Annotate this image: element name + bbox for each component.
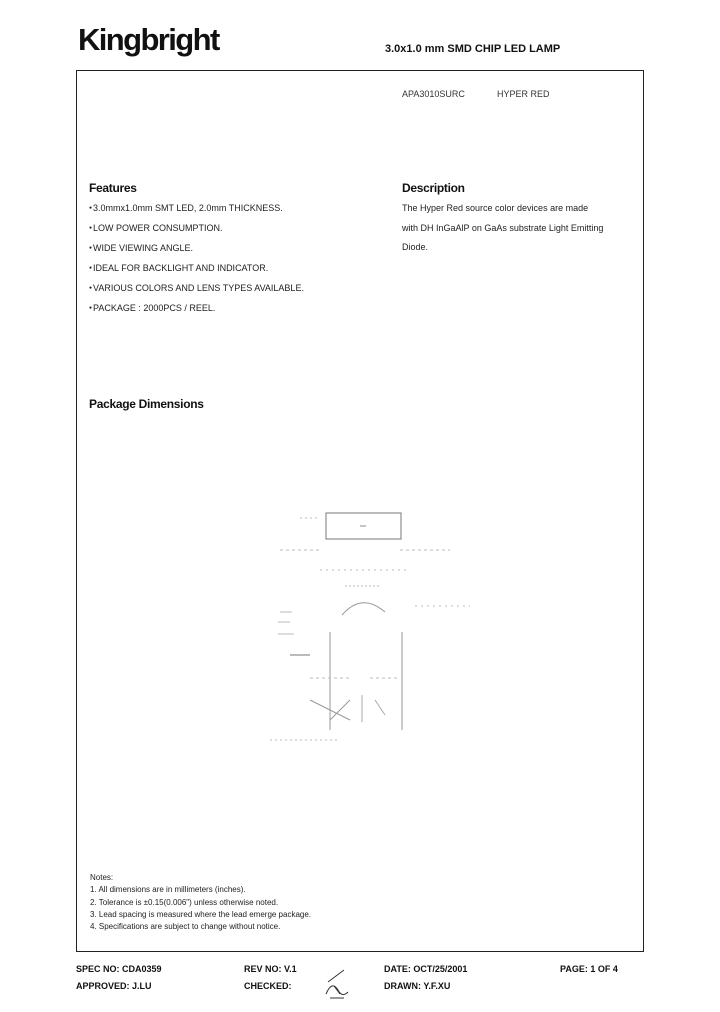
features-heading: Features: [89, 181, 137, 195]
description-heading: Description: [402, 181, 465, 195]
note-item: 3. Lead spacing is measured where the lead emerge package.: [90, 909, 312, 919]
feature-item: ● 3.0mmx1.0mm SMT LED, 2.0mm THICKNESS.: [89, 203, 304, 223]
package-dimensions-heading: Package Dimensions: [89, 397, 204, 411]
feature-item: ● LOW POWER CONSUMPTION.: [89, 223, 304, 243]
features-list: [89, 203, 304, 323]
checked-by: CHECKED:: [244, 981, 292, 991]
package-dimensions-drawing: [250, 500, 490, 760]
spec-number: SPEC NO: CDA0359: [76, 964, 162, 974]
document-title: 3.0x1.0 mm SMD CHIP LED LAMP: [385, 43, 561, 55]
part-number: APA3010SURC: [402, 89, 465, 99]
feature-item: ● IDEAL FOR BACKLIGHT AND INDICATOR.: [89, 263, 304, 283]
lens-outline: [342, 603, 385, 615]
description-line: with DH InGaAlP on GaAs substrate Light Emitting: [402, 222, 604, 233]
drawn-by: DRAWN: Y.F.XU: [384, 981, 451, 991]
document-date: DATE: OCT/25/2001: [384, 964, 468, 974]
approved-by: APPROVED: J.LU: [76, 981, 152, 991]
note-item: 2. Tolerance is ±0.15(0.006") unless otherwise noted.: [90, 897, 279, 907]
revision-number: REV NO: V.1: [244, 964, 297, 974]
note-item: 4. Specifications are subject to change without notice.: [90, 922, 281, 932]
description-line: Diode.: [402, 242, 429, 252]
feature-item: ● VARIOUS COLORS AND LENS TYPES AVAILABLE.: [89, 283, 304, 303]
part-color: HYPER RED: [497, 89, 550, 99]
checker-signature: [322, 968, 352, 1002]
note-item: 1. All dimensions are in millimeters (inches).: [90, 885, 246, 895]
feature-item: ● PACKAGE : 2000PCS / REEL.: [89, 303, 304, 323]
description-line: The Hyper Red source color devices are made: [402, 203, 589, 213]
notes-title: Notes:: [90, 873, 114, 882]
company-logo: Kingbright: [78, 22, 219, 57]
feature-item: ● WIDE VIEWING ANGLE.: [89, 243, 304, 263]
page-indicator: PAGE: 1 OF 4: [560, 964, 618, 974]
notes-block: [90, 872, 311, 933]
description-text: [402, 203, 603, 262]
